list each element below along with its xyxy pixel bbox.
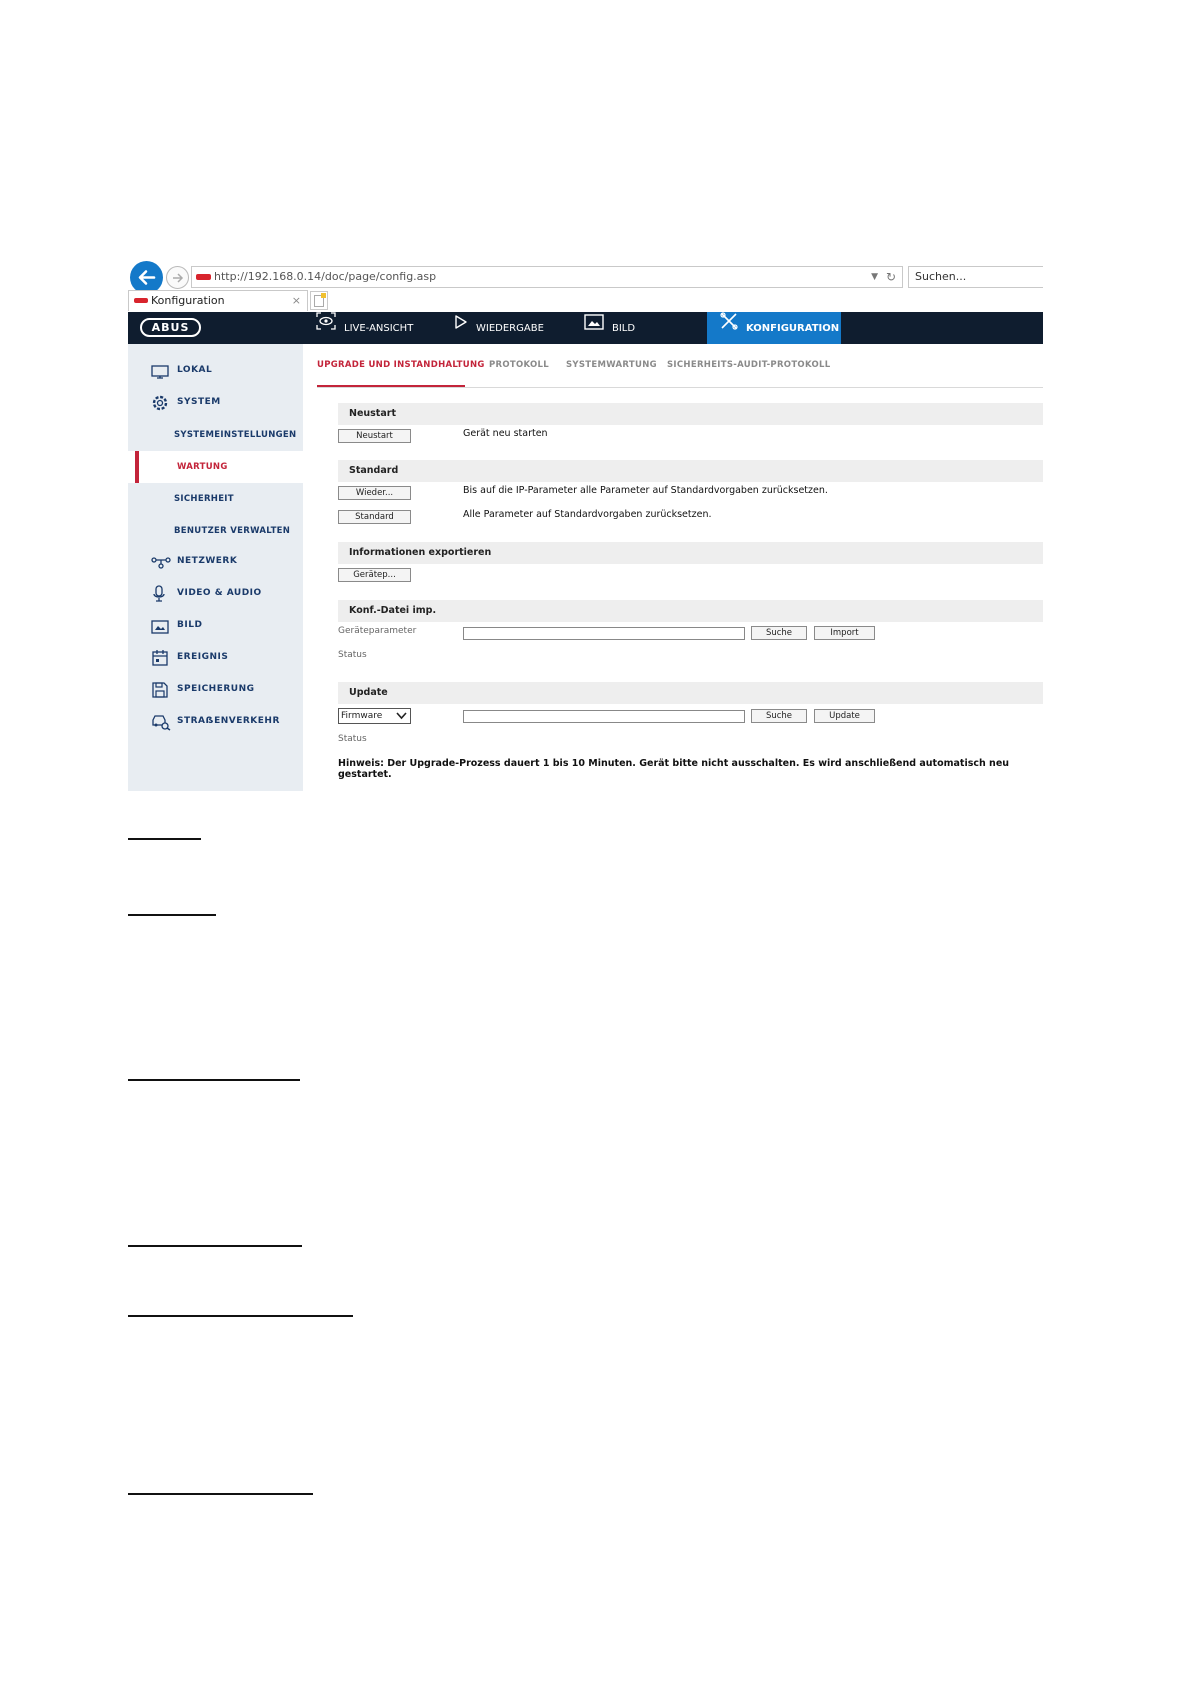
firmware-select[interactable]: [338, 708, 411, 724]
update-search-button[interactable]: Suche: [751, 709, 807, 723]
tab-row: [128, 290, 1043, 312]
abus-logo: ABUS: [140, 318, 201, 337]
sidebar-item-label: VIDEO & AUDIO: [177, 588, 262, 598]
sidebar-item-netzwerk[interactable]: [128, 545, 303, 577]
close-icon[interactable]: ×: [291, 294, 301, 307]
restore-description: Bis auf die IP-Parameter alle Parameter auf Standardvorgaben zurücksetzen.: [463, 485, 828, 496]
nav-konfiguration[interactable]: [707, 312, 841, 344]
standard-description: Alle Parameter auf Standardvorgaben zurücksetzen.: [463, 509, 712, 520]
nav-wiedergabe[interactable]: [454, 312, 544, 344]
calendar-icon: [151, 649, 169, 665]
tab-upgrade-instandhaltung[interactable]: UPGRADE UND INSTANDHALTUNG: [317, 360, 485, 370]
sidebar-item-label: NETZWERK: [177, 556, 238, 566]
gear-icon: [151, 394, 169, 410]
image-icon: [151, 617, 169, 633]
tools-icon: [720, 312, 738, 344]
sidebar-item-bild[interactable]: [128, 609, 303, 641]
import-button[interactable]: Import: [814, 626, 875, 640]
nav-label: WIEDERGABE: [476, 323, 544, 334]
geraeteparameter-label: Geräteparameter: [338, 626, 417, 636]
image-icon: [584, 312, 604, 344]
sidebar-item-ereignis[interactable]: [128, 641, 303, 673]
section-standard-title: Standard: [338, 460, 1043, 482]
sidebar-sub-systemeinstellungen[interactable]: SYSTEMEINSTELLUNGEN: [174, 430, 297, 440]
update-button[interactable]: Update: [814, 709, 875, 723]
section-import-title: Konf.-Datei imp.: [338, 600, 1043, 622]
nav-label: LIVE-ANSICHT: [344, 323, 414, 334]
active-tab-indicator: [317, 385, 465, 387]
tab-title: Konfiguration: [151, 294, 225, 307]
site-icon: [134, 298, 148, 303]
browser-window: [128, 260, 1043, 791]
geraeteparameter-export-button[interactable]: Gerätep...: [338, 568, 411, 582]
tab-protokoll[interactable]: PROTOKOLL: [489, 360, 549, 370]
sidebar-sub-wartung[interactable]: WARTUNG: [128, 451, 303, 483]
upgrade-hint: Hinweis: Der Upgrade-Prozess dauert 1 bis 10 Minuten. Gerät bitte nicht ausschalten. Es wird anschließend automatisch neu gestartet.: [338, 758, 1010, 780]
tab-systemwartung[interactable]: SYSTEMWARTUNG: [566, 360, 657, 370]
top-nav: [128, 312, 1043, 344]
chevron-down-icon[interactable]: ▼: [871, 272, 878, 282]
neustart-button[interactable]: Neustart: [338, 429, 411, 443]
tab-sicherheits-audit-protokoll[interactable]: SICHERHEITS-AUDIT-PROTOKOLL: [667, 360, 831, 370]
sidebar-item-label: SYSTEM: [177, 397, 221, 407]
url-bar[interactable]: [191, 266, 903, 288]
forward-button[interactable]: [166, 266, 189, 289]
main-content: [303, 344, 1043, 791]
sidebar-item-strassenverkehr[interactable]: [128, 705, 303, 737]
content-tabs: [317, 344, 1043, 388]
new-tab-button[interactable]: [310, 291, 328, 310]
heading-underline: [128, 914, 216, 916]
sidebar: [128, 344, 303, 791]
address-row: [128, 260, 1043, 290]
sidebar-item-video-audio[interactable]: [128, 577, 303, 609]
nav-label: BILD: [612, 323, 636, 334]
microphone-icon: [151, 585, 169, 601]
network-icon: [151, 553, 169, 569]
import-status-label: Status: [338, 650, 367, 660]
import-file-field[interactable]: [463, 627, 745, 640]
sidebar-sub-sicherheit[interactable]: SICHERHEIT: [174, 494, 234, 504]
chevron-down-icon: [396, 711, 407, 725]
arrow-right-icon: [171, 271, 185, 285]
eye-icon: [316, 312, 336, 344]
import-search-button[interactable]: Suche: [751, 626, 807, 640]
sidebar-sub-benutzer-verwalten[interactable]: BENUTZER VERWALTEN: [174, 526, 291, 536]
sidebar-item-speicherung[interactable]: [128, 673, 303, 705]
car-search-icon: [151, 713, 169, 729]
sidebar-item-label: LOKAL: [177, 365, 213, 375]
heading-underline: [128, 1079, 300, 1081]
sidebar-item-label: SPEICHERUNG: [177, 684, 255, 694]
site-icon: [196, 274, 211, 280]
section-export-title: Informationen exportieren: [338, 542, 1043, 564]
update-status-label: Status: [338, 734, 367, 744]
browser-tab[interactable]: [128, 290, 308, 311]
browser-search-input[interactable]: Suchen...: [908, 266, 1043, 288]
nav-bild[interactable]: [584, 312, 635, 344]
arrow-left-icon: [137, 268, 156, 287]
url-text: http://192.168.0.14/doc/page/config.asp: [214, 270, 437, 283]
heading-underline: [128, 1245, 302, 1247]
sidebar-item-system[interactable]: [128, 386, 303, 418]
nav-label: KONFIGURATION: [746, 323, 840, 334]
refresh-icon[interactable]: ↻: [885, 270, 896, 284]
standard-button[interactable]: Standard: [338, 510, 411, 524]
sidebar-item-label: STRAẞENVERKEHR: [177, 716, 280, 726]
nav-live-ansicht[interactable]: [316, 312, 413, 344]
heading-underline: [128, 1493, 313, 1495]
update-file-field[interactable]: [463, 710, 745, 723]
wiederherstellen-button[interactable]: Wieder...: [338, 486, 411, 500]
neustart-description: Gerät neu starten: [463, 428, 548, 439]
section-update-title: Update: [338, 682, 1043, 704]
new-tab-icon: [314, 295, 324, 307]
sidebar-item-label: EREIGNIS: [177, 652, 229, 662]
sidebar-item-label: BILD: [177, 620, 203, 630]
firmware-select-value: Firmware: [341, 711, 383, 721]
monitor-icon: [151, 362, 169, 378]
heading-underline: [128, 838, 201, 840]
sidebar-item-lokal[interactable]: [128, 354, 303, 386]
section-neustart-title: Neustart: [338, 403, 1043, 425]
heading-underline: [128, 1315, 353, 1317]
play-icon: [454, 312, 468, 344]
save-icon: [151, 681, 169, 697]
